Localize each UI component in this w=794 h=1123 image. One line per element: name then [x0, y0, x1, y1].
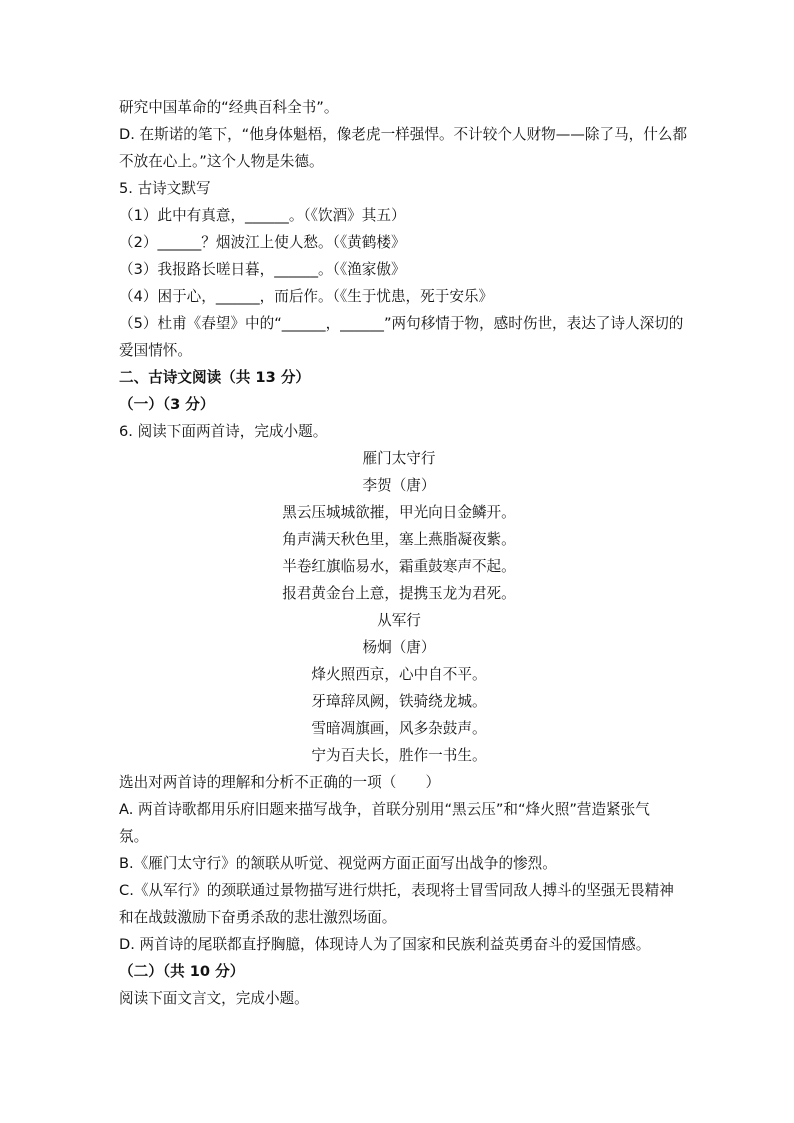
poem-line: 牙璋辞凤阙，铁骑绕龙城。	[311, 693, 487, 710]
recitation-item-1: （1）此中有真意，______。（《饮酒》其五）	[119, 207, 406, 224]
recitation-item-3: （3）我报路长嗟日暮，______。（《渔家傲》	[119, 261, 406, 278]
option-b: B.《雁门太守行》的颔联从听觉、视觉两方面正面写出战争的惨烈。	[119, 855, 557, 872]
text-line: 不放在心上。”这个人物是朱德。	[119, 153, 324, 170]
poem-title: 雁门太守行	[362, 450, 436, 467]
option-c: C.《从军行》的颈联通过景物描写进行烘托，表现将士冒雪同敌人搏斗的坚强无畏精神和在战鼓激励下奋勇杀敌的悲壮激烈场面。	[119, 882, 674, 926]
poem-line: 角声满天秋色里，塞上燕脂凝夜紫。	[282, 531, 516, 548]
poem-line: 宁为百夫长，胜作一书生。	[311, 747, 487, 764]
option-d: D. 两首诗的尾联都直抒胸臆，体现诗人为了国家和民族利益英勇奋斗的爱国情感。	[119, 936, 651, 953]
part-heading: （一）（3 分）	[119, 396, 215, 413]
poem-line: 烽火照西京，心中自不平。	[311, 666, 487, 683]
section-heading: 二、古诗文阅读（共 13 分）	[119, 369, 311, 386]
recitation-item-4: （4）困于心，______，而后作。（《生于忧患，死于安乐》	[119, 288, 494, 305]
question-stem: 选出对两首诗的理解和分析不正确的一项（ ）	[119, 774, 441, 791]
part-heading: （二）（共 10 分）	[119, 963, 245, 980]
question-5-title: 5. 古诗文默写	[119, 180, 211, 197]
option-a: A. 两首诗歌都用乐府旧题来描写战争，首联分别用“黑云压”和“烽火照”营造紧张气氛。	[119, 801, 650, 845]
poem-line: 雪暗凋旗画，风多杂鼓声。	[311, 720, 487, 737]
poem-title: 从军行	[377, 612, 421, 629]
recitation-item-5: （5）杜甫《春望》中的“______，______”两句移情于物，感时伤世，表达了诗人深切的	[119, 315, 684, 332]
page-content	[119, 94, 688, 1012]
text-line: 研究中国革命的“经典百科全书”。	[119, 99, 339, 116]
poem-author: 杨炯（唐）	[362, 639, 436, 656]
poem-line: 半卷红旗临易水，霜重鼓寒声不起。	[282, 558, 516, 575]
question-6-intro: 6. 阅读下面两首诗，完成小题。	[119, 423, 328, 440]
recitation-item-2: （2）______？烟波江上使人愁。（《黄鹤楼》	[119, 234, 406, 251]
option-d-previous: D. 在斯诺的笔下，“他身体魁梧，像老虎一样强悍。不计较个人财物——除了马，什么都	[119, 126, 688, 143]
poem-line: 报君黄金台上意，提携玉龙为君死。	[282, 585, 516, 602]
recitation-item-5-cont: 爱国情怀。	[119, 342, 192, 359]
poem-line: 黑云压城城欲摧，甲光向日金鳞开。	[282, 504, 516, 521]
poem-author: 李贺（唐）	[362, 477, 436, 494]
part-intro: 阅读下面文言文，完成小题。	[119, 990, 309, 1007]
